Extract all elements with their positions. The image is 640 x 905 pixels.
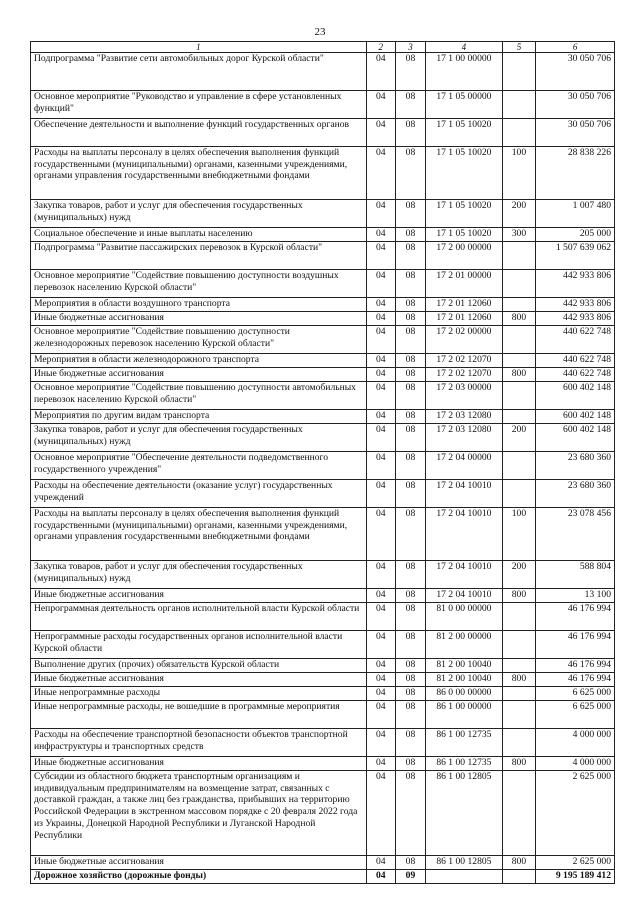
table-row xyxy=(31,673,615,687)
subsection-code-cell: 08 xyxy=(395,673,425,687)
expense-type-cell xyxy=(502,410,535,424)
amount-cell: 600 402 148 xyxy=(536,410,615,424)
subsection-code-cell: 08 xyxy=(395,147,425,200)
target-article-cell: 86 1 00 12735 xyxy=(426,729,503,757)
expense-type-cell: 800 xyxy=(502,673,535,687)
table-row xyxy=(31,270,615,298)
target-article-cell: 17 2 02 12070 xyxy=(426,368,503,382)
expense-name-cell: Основное мероприятие "Руководство и управление в сфере установленных функций" xyxy=(31,91,367,119)
subsection-code-cell: 08 xyxy=(395,659,425,673)
target-article-cell: 17 2 02 12070 xyxy=(426,354,503,368)
subsection-code-cell: 08 xyxy=(395,326,425,354)
amount-cell: 13 100 xyxy=(536,589,615,603)
amount-cell: 30 050 706 xyxy=(536,119,615,147)
target-article-cell: 17 1 05 10020 xyxy=(426,200,503,228)
section-code-cell: 04 xyxy=(366,687,395,701)
target-article-cell: 81 2 00 10040 xyxy=(426,659,503,673)
table-row xyxy=(31,687,615,701)
table-row xyxy=(31,200,615,228)
budget-table xyxy=(30,41,615,884)
subsection-code-cell: 08 xyxy=(395,200,425,228)
header-col-1: 1 xyxy=(31,42,367,53)
expense-type-cell xyxy=(502,729,535,757)
section-code-cell: 04 xyxy=(366,729,395,757)
section-code-cell: 04 xyxy=(366,368,395,382)
subsection-code-cell: 08 xyxy=(395,119,425,147)
table-row xyxy=(31,631,615,659)
amount-cell: 205 000 xyxy=(536,228,615,242)
target-article-cell: 17 1 05 00000 xyxy=(426,91,503,119)
section-code-cell: 04 xyxy=(366,631,395,659)
amount-cell: 442 933 806 xyxy=(536,298,615,312)
section-code-cell: 04 xyxy=(366,603,395,631)
expense-name-cell: Основное мероприятие "Обеспечение деятельности подведомственного государственного учреждения" xyxy=(31,452,367,480)
target-article-cell: 17 1 05 10020 xyxy=(426,119,503,147)
target-article-cell: 17 2 04 10010 xyxy=(426,508,503,561)
subsection-code-cell: 08 xyxy=(395,410,425,424)
table-row xyxy=(31,856,615,870)
amount-cell: 4 000 000 xyxy=(536,729,615,757)
expense-name-cell: Расходы на выплаты персоналу в целях обеспечения выполнения функций государственными (муниципальными) органами, казенными учреждениями, органами управления государственными внебюджетными фондами xyxy=(31,147,367,200)
expense-name-cell: Подпрограмма "Развитие сети автомобильных дорог Курской области" xyxy=(31,53,367,91)
expense-name-cell: Мероприятия в области воздушного транспорта xyxy=(31,298,367,312)
target-article-cell: 86 1 00 12805 xyxy=(426,771,503,856)
expense-type-cell xyxy=(502,119,535,147)
section-code-cell: 04 xyxy=(366,53,395,91)
amount-cell: 30 050 706 xyxy=(536,53,615,91)
expense-type-cell xyxy=(502,687,535,701)
expense-name-cell: Основное мероприятие "Содействие повышению доступности воздушных перевозок населению Курской области" xyxy=(31,270,367,298)
section-code-cell: 04 xyxy=(366,91,395,119)
target-article-cell: 17 1 00 00000 xyxy=(426,53,503,91)
expense-type-cell xyxy=(502,659,535,673)
section-code-cell: 04 xyxy=(366,701,395,729)
subsection-code-cell: 08 xyxy=(395,298,425,312)
subsection-code-cell: 08 xyxy=(395,452,425,480)
expense-type-cell: 300 xyxy=(502,228,535,242)
header-col-5: 5 xyxy=(502,42,535,53)
section-code-cell: 04 xyxy=(366,326,395,354)
expense-type-cell xyxy=(502,452,535,480)
expense-type-cell xyxy=(502,298,535,312)
expense-type-cell xyxy=(502,631,535,659)
target-article-cell: 17 2 02 00000 xyxy=(426,326,503,354)
subsection-code-cell: 08 xyxy=(395,856,425,870)
table-row xyxy=(31,410,615,424)
amount-cell: 600 402 148 xyxy=(536,382,615,410)
section-code-cell: 04 xyxy=(366,659,395,673)
expense-type-cell xyxy=(502,870,535,884)
expense-type-cell: 800 xyxy=(502,368,535,382)
subsection-code-cell: 08 xyxy=(395,603,425,631)
amount-cell: 4 000 000 xyxy=(536,757,615,771)
expense-name-cell: Иные бюджетные ассигнования xyxy=(31,757,367,771)
subsection-code-cell: 08 xyxy=(395,382,425,410)
target-article-cell: 17 2 04 10010 xyxy=(426,589,503,603)
expense-type-cell xyxy=(502,771,535,856)
table-row xyxy=(31,589,615,603)
target-article-cell: 17 2 03 12080 xyxy=(426,410,503,424)
section-code-cell: 04 xyxy=(366,228,395,242)
expense-type-cell xyxy=(502,242,535,270)
table-header-row xyxy=(31,42,615,53)
amount-cell: 23 680 360 xyxy=(536,452,615,480)
expense-type-cell: 200 xyxy=(502,424,535,452)
expense-name-cell: Иные непрограммные расходы xyxy=(31,687,367,701)
table-row xyxy=(31,603,615,631)
section-code-cell: 04 xyxy=(366,589,395,603)
expense-type-cell: 200 xyxy=(502,561,535,589)
amount-cell: 440 622 748 xyxy=(536,368,615,382)
target-article-cell: 86 1 00 00000 xyxy=(426,701,503,729)
amount-cell: 588 804 xyxy=(536,561,615,589)
amount-cell: 46 176 994 xyxy=(536,603,615,631)
section-code-cell: 04 xyxy=(366,561,395,589)
amount-cell: 23 680 360 xyxy=(536,480,615,508)
table-row xyxy=(31,480,615,508)
subsection-code-cell: 08 xyxy=(395,242,425,270)
subsection-code-cell: 08 xyxy=(395,757,425,771)
table-row xyxy=(31,729,615,757)
header-col-6: 6 xyxy=(536,42,615,53)
expense-name-cell: Иные бюджетные ассигнования xyxy=(31,856,367,870)
section-code-cell: 04 xyxy=(366,771,395,856)
subsection-code-cell: 08 xyxy=(395,228,425,242)
table-row xyxy=(31,424,615,452)
target-article-cell xyxy=(426,870,503,884)
section-code-cell: 04 xyxy=(366,480,395,508)
expense-name-cell: Обеспечение деятельности и выполнение функций государственных органов xyxy=(31,119,367,147)
expense-type-cell xyxy=(502,354,535,368)
table-row xyxy=(31,870,615,884)
amount-cell: 442 933 806 xyxy=(536,312,615,326)
table-row xyxy=(31,228,615,242)
subsection-code-cell: 08 xyxy=(395,771,425,856)
table-row xyxy=(31,147,615,200)
expense-type-cell xyxy=(502,326,535,354)
subsection-code-cell: 08 xyxy=(395,561,425,589)
expense-type-cell xyxy=(502,91,535,119)
expense-type-cell xyxy=(502,270,535,298)
amount-cell: 46 176 994 xyxy=(536,673,615,687)
section-code-cell: 04 xyxy=(366,298,395,312)
target-article-cell: 86 1 00 12735 xyxy=(426,757,503,771)
target-article-cell: 17 2 01 00000 xyxy=(426,270,503,298)
expense-name-cell: Закупка товаров, работ и услуг для обеспечения государственных (муниципальных) нужд xyxy=(31,200,367,228)
amount-cell: 440 622 748 xyxy=(536,354,615,368)
section-code-cell: 04 xyxy=(366,200,395,228)
expense-type-cell: 100 xyxy=(502,147,535,200)
section-code-cell: 04 xyxy=(366,410,395,424)
table-row xyxy=(31,53,615,91)
section-code-cell: 04 xyxy=(366,508,395,561)
table-row xyxy=(31,452,615,480)
amount-cell: 2 625 000 xyxy=(536,771,615,856)
subsection-code-cell: 08 xyxy=(395,508,425,561)
amount-cell: 46 176 994 xyxy=(536,659,615,673)
expense-name-cell: Основное мероприятие "Содействие повышению доступности железнодорожных перевозок населению Курской области" xyxy=(31,326,367,354)
expense-name-cell: Выполнение других (прочих) обязательств Курской области xyxy=(31,659,367,673)
expense-name-cell: Иные бюджетные ассигнования xyxy=(31,312,367,326)
target-article-cell: 17 2 01 12060 xyxy=(426,312,503,326)
amount-cell: 600 402 148 xyxy=(536,424,615,452)
section-code-cell: 04 xyxy=(366,870,395,884)
section-code-cell: 04 xyxy=(366,757,395,771)
amount-cell: 30 050 706 xyxy=(536,91,615,119)
amount-cell: 442 933 806 xyxy=(536,270,615,298)
subsection-code-cell: 08 xyxy=(395,729,425,757)
expense-name-cell: Расходы на обеспечение транспортной безопасности объектов транспортной инфраструктуры и транспортных средств xyxy=(31,729,367,757)
target-article-cell: 17 2 04 10010 xyxy=(426,480,503,508)
target-article-cell: 86 1 00 12805 xyxy=(426,856,503,870)
expense-name-cell: Основное мероприятие "Содействие повышению доступности автомобильных перевозок населению Курской области" xyxy=(31,382,367,410)
amount-cell: 6 625 000 xyxy=(536,701,615,729)
expense-type-cell: 800 xyxy=(502,757,535,771)
expense-type-cell: 800 xyxy=(502,312,535,326)
table-row xyxy=(31,701,615,729)
target-article-cell: 17 2 00 00000 xyxy=(426,242,503,270)
expense-name-cell: Иные бюджетные ассигнования xyxy=(31,589,367,603)
section-code-cell: 04 xyxy=(366,312,395,326)
expense-type-cell: 200 xyxy=(502,200,535,228)
section-code-cell: 04 xyxy=(366,354,395,368)
table-row xyxy=(31,757,615,771)
expense-name-cell: Подпрограмма "Развитие пассажирских перевозок в Курской области" xyxy=(31,242,367,270)
table-row xyxy=(31,312,615,326)
table-row xyxy=(31,242,615,270)
expense-name-cell: Непрограммная деятельность органов исполнительной власти Курской области xyxy=(31,603,367,631)
table-body xyxy=(31,53,615,884)
target-article-cell: 17 2 01 12060 xyxy=(426,298,503,312)
subsection-code-cell: 08 xyxy=(395,631,425,659)
target-article-cell: 17 2 04 10010 xyxy=(426,561,503,589)
section-code-cell: 04 xyxy=(366,119,395,147)
expense-type-cell: 800 xyxy=(502,589,535,603)
expense-type-cell xyxy=(502,53,535,91)
amount-cell: 23 078 456 xyxy=(536,508,615,561)
target-article-cell: 17 2 04 00000 xyxy=(426,452,503,480)
section-code-cell: 04 xyxy=(366,856,395,870)
target-article-cell: 86 0 00 00000 xyxy=(426,687,503,701)
header-col-3: 3 xyxy=(395,42,425,53)
table-row xyxy=(31,298,615,312)
expense-name-cell: Иные бюджетные ассигнования xyxy=(31,673,367,687)
expense-name-cell: Расходы на обеспечение деятельности (оказание услуг) государственных учреждений xyxy=(31,480,367,508)
expense-name-cell: Мероприятия по другим видам транспорта xyxy=(31,410,367,424)
table-row xyxy=(31,382,615,410)
subsection-code-cell: 08 xyxy=(395,480,425,508)
subsection-code-cell: 08 xyxy=(395,53,425,91)
table-row xyxy=(31,326,615,354)
amount-cell: 2 625 000 xyxy=(536,856,615,870)
amount-cell: 1 007 480 xyxy=(536,200,615,228)
expense-name-cell: Закупка товаров, работ и услуг для обеспечения государственных (муниципальных) нужд xyxy=(31,424,367,452)
section-code-cell: 04 xyxy=(366,673,395,687)
subsection-code-cell: 08 xyxy=(395,701,425,729)
expense-name-cell: Иные бюджетные ассигнования xyxy=(31,368,367,382)
expense-name-cell: Мероприятия в области железнодорожного транспорта xyxy=(31,354,367,368)
expense-type-cell xyxy=(502,382,535,410)
section-code-cell: 04 xyxy=(366,452,395,480)
table-row xyxy=(31,561,615,589)
amount-cell: 440 622 748 xyxy=(536,326,615,354)
table-row xyxy=(31,508,615,561)
subsection-code-cell: 08 xyxy=(395,312,425,326)
expense-type-cell xyxy=(502,480,535,508)
section-code-cell: 04 xyxy=(366,382,395,410)
subsection-code-cell: 08 xyxy=(395,687,425,701)
subsection-code-cell: 08 xyxy=(395,91,425,119)
subsection-code-cell: 08 xyxy=(395,354,425,368)
table-row xyxy=(31,368,615,382)
expense-name-cell: Социальное обеспечение и иные выплаты населению xyxy=(31,228,367,242)
header-col-4: 4 xyxy=(426,42,503,53)
amount-cell: 28 838 226 xyxy=(536,147,615,200)
section-code-cell: 04 xyxy=(366,270,395,298)
table-row xyxy=(31,771,615,856)
section-code-cell: 04 xyxy=(366,242,395,270)
amount-cell: 46 176 994 xyxy=(536,631,615,659)
subsection-code-cell: 08 xyxy=(395,589,425,603)
target-article-cell: 17 1 05 10020 xyxy=(426,147,503,200)
amount-cell: 1 507 639 062 xyxy=(536,242,615,270)
target-article-cell: 17 1 05 10020 xyxy=(426,228,503,242)
section-code-cell: 04 xyxy=(366,147,395,200)
expense-name-cell: Непрограммные расходы государственных органов исполнительной власти Курской области xyxy=(31,631,367,659)
target-article-cell: 17 2 03 00000 xyxy=(426,382,503,410)
expense-name-cell: Закупка товаров, работ и услуг для обеспечения государственных (муниципальных) нужд xyxy=(31,561,367,589)
amount-cell: 9 195 189 412 xyxy=(536,870,615,884)
table-row xyxy=(31,91,615,119)
section-code-cell: 04 xyxy=(366,424,395,452)
expense-type-cell xyxy=(502,701,535,729)
target-article-cell: 81 2 00 10040 xyxy=(426,673,503,687)
expense-name-cell: Иные непрограммные расходы, не вошедшие в программные мероприятия xyxy=(31,701,367,729)
expense-type-cell: 800 xyxy=(502,856,535,870)
expense-name-cell: Дорожное хозяйство (дорожные фонды) xyxy=(31,870,367,884)
page-number: 23 xyxy=(314,26,326,38)
subsection-code-cell: 09 xyxy=(395,870,425,884)
expense-type-cell xyxy=(502,603,535,631)
subsection-code-cell: 08 xyxy=(395,368,425,382)
subsection-code-cell: 08 xyxy=(395,270,425,298)
table-row xyxy=(31,354,615,368)
table-row xyxy=(31,119,615,147)
amount-cell: 6 625 000 xyxy=(536,687,615,701)
table-row xyxy=(31,659,615,673)
expense-name-cell: Субсидии из областного бюджета транспортным организациям и индивидуальным предпринимателям на возмещение затрат, связанных с доставкой граждан, а также лиц без гражданства, прибывших на территорию Российской Федерации в экстренном массовом порядке с 20 февраля 2022 года из Украины, Донецкой Народной Республики и Луганской Народной Республики xyxy=(31,771,367,856)
expense-name-cell: Расходы на выплаты персоналу в целях обеспечения выполнения функций государственными (муниципальными) органами, казенными учреждениями, органами управления государственными внебюджетными фондами xyxy=(31,508,367,561)
expense-type-cell: 100 xyxy=(502,508,535,561)
subsection-code-cell: 08 xyxy=(395,424,425,452)
target-article-cell: 81 0 00 00000 xyxy=(426,603,503,631)
target-article-cell: 17 2 03 12080 xyxy=(426,424,503,452)
target-article-cell: 81 2 00 00000 xyxy=(426,631,503,659)
header-col-2: 2 xyxy=(366,42,395,53)
